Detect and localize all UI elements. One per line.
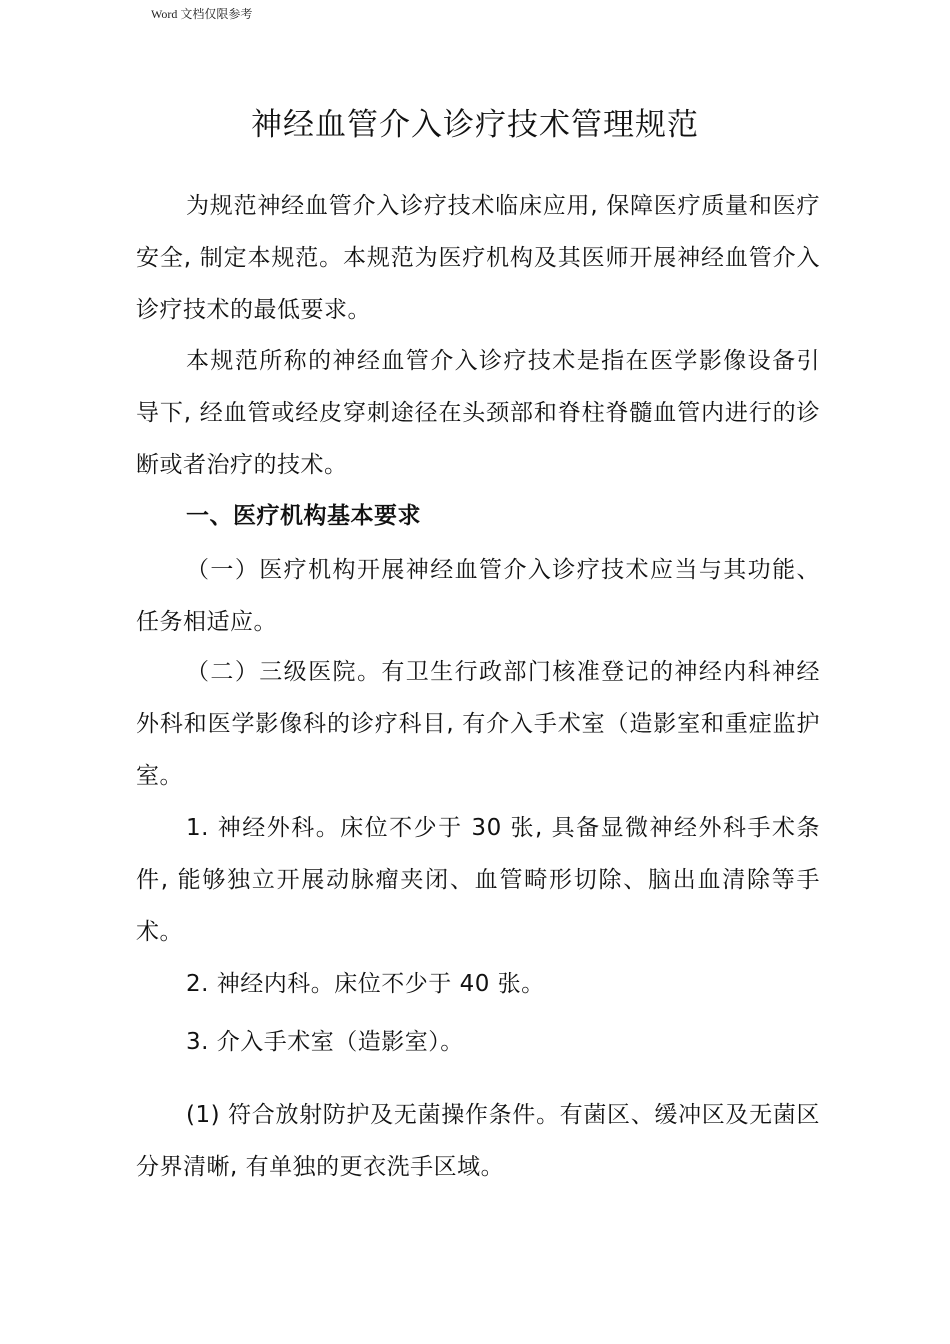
document-title: 神经血管介入诊疗技术管理规范	[251, 107, 699, 143]
paragraph-radiation-protection: (1) 符合放射防护及无菌操作条件。有菌区、缓冲区及无菌区分界清晰, 有单独的更衣洗手区域。	[136, 1102, 820, 1180]
watermark-text: Word 文档仅限参考	[151, 7, 253, 21]
paragraph-item-1: （一）医疗机构开展神经血管介入诊疗技术应当与其功能、任务相适应。	[136, 557, 820, 635]
paragraph-definition: 本规范所称的神经血管介入诊疗技术是指在医学影像设备引导下, 经血管或经皮穿刺途径在头颈部和脊柱脊髓血管内进行的诊断或者治疗的技术。	[136, 348, 820, 478]
paragraph-item-2: （二）三级医院。有卫生行政部门核准登记的神经内科神经外科和医学影像科的诊疗科目, 有介入手术室（造影室和重症监护室。	[136, 659, 820, 789]
paragraph-intervention-room: 3. 介入手术室（造影室）。	[186, 1029, 464, 1055]
paragraph-intro: 为规范神经血管介入诊疗技术临床应用, 保障医疗质量和医疗安全, 制定本规范。本规范为医疗机构及其医师开展神经血管介入诊疗技术的最低要求。	[136, 193, 820, 323]
paragraph-neurology: 2. 神经内科。床位不少于 40 张。	[186, 971, 545, 997]
paragraph-neurosurgery: 1. 神经外科。床位不少于 30 张, 具备显微神经外科手术条件, 能够独立开展动脉瘤夹闭、血管畸形切除、脑出血清除等手术。	[136, 815, 820, 945]
section-heading: 一、医疗机构基本要求	[186, 503, 421, 529]
